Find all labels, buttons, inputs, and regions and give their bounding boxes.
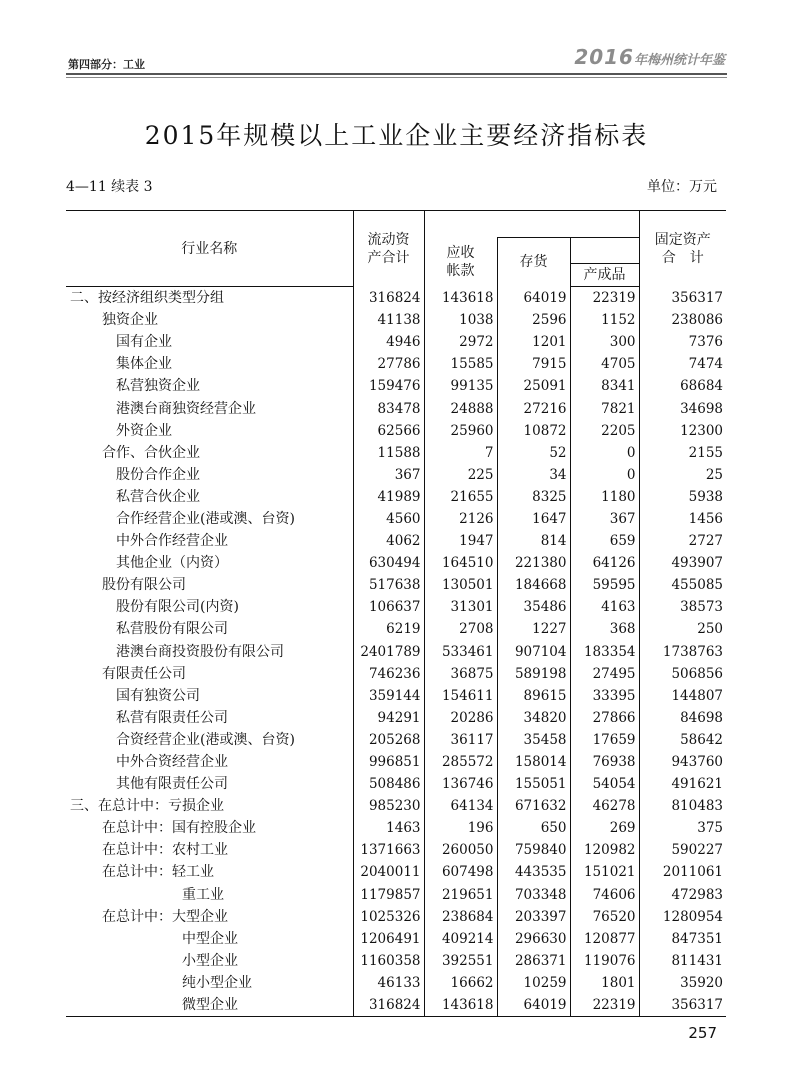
row-name: 微型企业: [66, 994, 353, 1017]
finished-cell: 151021: [570, 861, 639, 883]
row-name: 在总计中：农村工业: [102, 842, 228, 859]
table-row: [66, 530, 726, 552]
row-name: 其他有限责任公司: [116, 776, 228, 793]
current-assets-cell: 359144: [353, 685, 424, 707]
finished-cell: 2205: [570, 420, 639, 442]
row-name: 国有企业: [116, 334, 172, 351]
fixed-assets-cell: 943760: [639, 751, 726, 773]
indicator-table-wrapper: [66, 210, 726, 1017]
inventory-cell: 589198: [497, 663, 570, 685]
row-name: 在总计中：大型企业: [102, 908, 228, 925]
current-assets-cell: 1463: [353, 817, 424, 839]
inventory-cell: 34820: [497, 707, 570, 729]
finished-cell: 4163: [570, 596, 639, 618]
receivables-cell: 2972: [424, 331, 497, 353]
row-name: 纯小型企业: [182, 974, 252, 991]
current-assets-cell: 94291: [353, 707, 424, 729]
table-id: 4—11 续表 3: [66, 179, 153, 195]
page-number: 257: [688, 1024, 717, 1042]
receivables-cell: 1038: [424, 309, 497, 331]
finished-cell: 76938: [570, 751, 639, 773]
row-name: 中外合资经营企业: [116, 754, 228, 771]
finished-cell: 367: [570, 508, 639, 530]
page-title: 2015年规模以上工业企业主要经济指标表: [144, 121, 649, 150]
row-name: 小型企业: [182, 952, 238, 969]
row-name: 二、按经济组织类型分组: [70, 290, 224, 307]
receivables-cell: 143618: [424, 994, 497, 1017]
current-assets-cell: 1179857: [353, 884, 424, 906]
inventory-cell: 64019: [497, 994, 570, 1017]
inventory-cell: 7915: [497, 353, 570, 375]
table-row: [66, 508, 726, 530]
fixed-assets-cell: 2155: [639, 442, 726, 464]
row-name: 其他企业（内资）: [116, 555, 228, 572]
fixed-assets-cell: 375: [639, 817, 726, 839]
inventory-cell: 155051: [497, 773, 570, 795]
receivables-cell: 64134: [424, 795, 497, 817]
fixed-assets-cell: 1738763: [639, 641, 726, 663]
finished-cell: 119076: [570, 950, 639, 972]
finished-cell: 33395: [570, 685, 639, 707]
col-header-receivables: [424, 238, 497, 287]
row-name: 股份有限公司: [102, 577, 186, 594]
fixed-assets-cell: 68684: [639, 375, 726, 397]
receivables-cell: 285572: [424, 751, 497, 773]
receivables-cell: 2708: [424, 618, 497, 640]
table-row: [66, 618, 726, 640]
fixed-assets-cell: 1456: [639, 508, 726, 530]
row-name: 私营有限责任公司: [116, 709, 228, 726]
table-row: [66, 817, 726, 839]
current-assets-cell: 11588: [353, 442, 424, 464]
table-row: [66, 928, 726, 950]
col-header-current-assets-label: 流动资产合计: [367, 231, 410, 266]
table-row: [66, 287, 726, 310]
finished-cell: 0: [570, 442, 639, 464]
col-header-finished: 产成品: [570, 264, 639, 287]
col-header-gap: [570, 238, 639, 264]
fixed-assets-cell: 58642: [639, 729, 726, 751]
inventory-cell: 64019: [497, 287, 570, 310]
finished-cell: 74606: [570, 884, 639, 906]
row-name: 合作经营企业(港或澳、台资): [116, 510, 295, 527]
table-row: [66, 397, 726, 419]
fixed-assets-cell: 35920: [639, 972, 726, 994]
finished-cell: 183354: [570, 641, 639, 663]
section-header: 第四部分：工业: [68, 58, 145, 71]
finished-cell: 8341: [570, 375, 639, 397]
current-assets-cell: 1025326: [353, 906, 424, 928]
table-row: [66, 353, 726, 375]
fixed-assets-cell: 1280954: [639, 906, 726, 928]
current-assets-cell: 4946: [353, 331, 424, 353]
finished-cell: 64126: [570, 552, 639, 574]
receivables-cell: 130501: [424, 574, 497, 596]
finished-cell: 659: [570, 530, 639, 552]
current-assets-cell: 316824: [353, 287, 424, 310]
row-name: 国有独资公司: [116, 687, 200, 704]
table-row: [66, 486, 726, 508]
fixed-assets-cell: 493907: [639, 552, 726, 574]
inventory-cell: 2596: [497, 309, 570, 331]
finished-cell: 59595: [570, 574, 639, 596]
col-header-spacer: [424, 211, 639, 238]
table-row: [66, 375, 726, 397]
fixed-assets-cell: 7376: [639, 331, 726, 353]
finished-cell: 120877: [570, 928, 639, 950]
col-header-receivables-label: 应收帐款: [446, 245, 475, 279]
table-header: [66, 211, 726, 287]
table-row: [66, 884, 726, 906]
fixed-assets-cell: 506856: [639, 663, 726, 685]
receivables-cell: 225: [424, 464, 497, 486]
inventory-cell: 10872: [497, 420, 570, 442]
fixed-assets-cell: 2011061: [639, 861, 726, 883]
row-name: 外资企业: [116, 422, 172, 439]
current-assets-cell: 41138: [353, 309, 424, 331]
table-row: [66, 641, 726, 663]
fixed-assets-cell: 455085: [639, 574, 726, 596]
current-assets-cell: 2040011: [353, 861, 424, 883]
inventory-cell: 10259: [497, 972, 570, 994]
row-name: 集体企业: [116, 356, 172, 373]
fixed-assets-cell: 590227: [639, 839, 726, 861]
current-assets-cell: 4062: [353, 530, 424, 552]
inventory-cell: 1647: [497, 508, 570, 530]
current-assets-cell: 367: [353, 464, 424, 486]
table-row: [66, 420, 726, 442]
finished-cell: 46278: [570, 795, 639, 817]
fixed-assets-cell: 491621: [639, 773, 726, 795]
current-assets-cell: 1160358: [353, 950, 424, 972]
inventory-cell: 8325: [497, 486, 570, 508]
receivables-cell: 31301: [424, 596, 497, 618]
col-header-fixed-assets: [639, 211, 726, 287]
finished-cell: 4705: [570, 353, 639, 375]
fixed-assets-cell: 5938: [639, 486, 726, 508]
current-assets-cell: 508486: [353, 773, 424, 795]
fixed-assets-cell: 34698: [639, 397, 726, 419]
current-assets-cell: 27786: [353, 353, 424, 375]
inventory-cell: 286371: [497, 950, 570, 972]
inventory-cell: 89615: [497, 685, 570, 707]
inventory-cell: 184668: [497, 574, 570, 596]
inventory-cell: 671632: [497, 795, 570, 817]
row-name: 港澳台商独资经营企业: [116, 400, 256, 417]
col-header-current-assets: [353, 211, 424, 287]
table-row: [66, 596, 726, 618]
receivables-cell: 409214: [424, 928, 497, 950]
current-assets-cell: 985230: [353, 795, 424, 817]
receivables-cell: 533461: [424, 641, 497, 663]
table-row: [66, 574, 726, 596]
table-row: [66, 685, 726, 707]
inventory-cell: 703348: [497, 884, 570, 906]
fixed-assets-cell: 25: [639, 464, 726, 486]
row-name: 重工业: [182, 886, 224, 903]
yearbook-name: 年梅州统计年鉴: [633, 53, 725, 68]
inventory-cell: 907104: [497, 641, 570, 663]
finished-cell: 1152: [570, 309, 639, 331]
current-assets-cell: 159476: [353, 375, 424, 397]
finished-cell: 17659: [570, 729, 639, 751]
inventory-cell: 25091: [497, 375, 570, 397]
row-name: 在总计中：轻工业: [102, 864, 214, 881]
current-assets-cell: 746236: [353, 663, 424, 685]
table-row: [66, 751, 726, 773]
receivables-cell: 164510: [424, 552, 497, 574]
current-assets-cell: 2401789: [353, 641, 424, 663]
receivables-cell: 196: [424, 817, 497, 839]
table-row: [66, 839, 726, 861]
finished-cell: 120982: [570, 839, 639, 861]
receivables-cell: 260050: [424, 839, 497, 861]
row-name: 有限责任公司: [102, 665, 186, 682]
row-name: 股份合作企业: [116, 466, 200, 483]
fixed-assets-cell: 356317: [639, 287, 726, 310]
inventory-cell: 296630: [497, 928, 570, 950]
fixed-assets-cell: 84698: [639, 707, 726, 729]
table-row: [66, 972, 726, 994]
receivables-cell: 143618: [424, 287, 497, 310]
current-assets-cell: 1206491: [353, 928, 424, 950]
current-assets-cell: 41989: [353, 486, 424, 508]
receivables-cell: 238684: [424, 906, 497, 928]
finished-cell: 368: [570, 618, 639, 640]
receivables-cell: 25960: [424, 420, 497, 442]
current-assets-cell: 62566: [353, 420, 424, 442]
receivables-cell: 20286: [424, 707, 497, 729]
current-assets-cell: 6219: [353, 618, 424, 640]
current-assets-cell: 316824: [353, 994, 424, 1017]
table-row: [66, 663, 726, 685]
table-row: [66, 552, 726, 574]
row-name: 中外合作经营企业: [116, 533, 228, 550]
unit-label: 单位：万元: [647, 179, 717, 195]
table-row: [66, 994, 726, 1017]
finished-cell: 300: [570, 331, 639, 353]
col-header-name: 行业名称: [66, 211, 353, 287]
finished-cell: 269: [570, 817, 639, 839]
row-name: 合作、合伙企业: [102, 444, 200, 461]
row-name: 独资企业: [102, 312, 158, 329]
fixed-assets-cell: 7474: [639, 353, 726, 375]
finished-cell: 27495: [570, 663, 639, 685]
table-row: [66, 464, 726, 486]
current-assets-cell: 46133: [353, 972, 424, 994]
inventory-cell: 35486: [497, 596, 570, 618]
yearbook-header: [574, 45, 725, 69]
receivables-cell: 136746: [424, 773, 497, 795]
row-name: 私营合伙企业: [116, 488, 200, 505]
current-assets-cell: 205268: [353, 729, 424, 751]
fixed-assets-cell: 810483: [639, 795, 726, 817]
receivables-cell: 2126: [424, 508, 497, 530]
col-header-fixed-assets-label: 固定资产合 计: [654, 231, 711, 266]
yearbook-year: 2016: [574, 45, 634, 69]
inventory-cell: 52: [497, 442, 570, 464]
receivables-cell: 36117: [424, 729, 497, 751]
current-assets-cell: 517638: [353, 574, 424, 596]
receivables-cell: 154611: [424, 685, 497, 707]
receivables-cell: 99135: [424, 375, 497, 397]
receivables-cell: 607498: [424, 861, 497, 883]
inventory-cell: 650: [497, 817, 570, 839]
row-name: 合资经营企业(港或澳、台资): [116, 731, 295, 748]
row-name: 私营股份有限公司: [116, 621, 228, 638]
row-name: 中型企业: [182, 930, 238, 947]
row-name: 私营独资企业: [116, 378, 200, 395]
receivables-cell: 36875: [424, 663, 497, 685]
receivables-cell: 392551: [424, 950, 497, 972]
finished-cell: 1180: [570, 486, 639, 508]
finished-cell: 76520: [570, 906, 639, 928]
indicator-table: [66, 210, 726, 1017]
row-name: 在总计中：国有控股企业: [102, 820, 256, 837]
receivables-cell: 15585: [424, 353, 497, 375]
finished-cell: 1801: [570, 972, 639, 994]
current-assets-cell: 83478: [353, 397, 424, 419]
inventory-cell: 759840: [497, 839, 570, 861]
inventory-cell: 203397: [497, 906, 570, 928]
table-body: [66, 287, 726, 1017]
table-row: [66, 331, 726, 353]
fixed-assets-cell: 250: [639, 618, 726, 640]
header-rule: [66, 73, 727, 75]
receivables-cell: 24888: [424, 397, 497, 419]
receivables-cell: 219651: [424, 884, 497, 906]
inventory-cell: 1201: [497, 331, 570, 353]
inventory-cell: 814: [497, 530, 570, 552]
finished-cell: 7821: [570, 397, 639, 419]
row-name: 三、在总计中：亏损企业: [70, 798, 224, 815]
table-row: [66, 442, 726, 464]
fixed-assets-cell: 38573: [639, 596, 726, 618]
receivables-cell: 21655: [424, 486, 497, 508]
receivables-cell: 1947: [424, 530, 497, 552]
inventory-cell: 35458: [497, 729, 570, 751]
finished-cell: 22319: [570, 287, 639, 310]
fixed-assets-cell: 356317: [639, 994, 726, 1017]
receivables-cell: 16662: [424, 972, 497, 994]
finished-cell: 54054: [570, 773, 639, 795]
inventory-cell: 221380: [497, 552, 570, 574]
table-row: [66, 795, 726, 817]
inventory-cell: 27216: [497, 397, 570, 419]
finished-cell: 22319: [570, 994, 639, 1017]
current-assets-cell: 996851: [353, 751, 424, 773]
fixed-assets-cell: 12300: [639, 420, 726, 442]
table-row: [66, 861, 726, 883]
finished-cell: 27866: [570, 707, 639, 729]
current-assets-cell: 1371663: [353, 839, 424, 861]
inventory-cell: 34: [497, 464, 570, 486]
finished-cell: 0: [570, 464, 639, 486]
table-row: [66, 309, 726, 331]
current-assets-cell: 4560: [353, 508, 424, 530]
fixed-assets-cell: 144807: [639, 685, 726, 707]
inventory-cell: 158014: [497, 751, 570, 773]
fixed-assets-cell: 811431: [639, 950, 726, 972]
table-row: [66, 729, 726, 751]
receivables-cell: 7: [424, 442, 497, 464]
fixed-assets-cell: 238086: [639, 309, 726, 331]
row-name: 港澳台商投资股份有限公司: [116, 643, 284, 660]
table-row: [66, 773, 726, 795]
fixed-assets-cell: 472983: [639, 884, 726, 906]
inventory-cell: 443535: [497, 861, 570, 883]
col-header-inventory: 存货: [497, 238, 570, 287]
table-row: [66, 906, 726, 928]
current-assets-cell: 106637: [353, 596, 424, 618]
table-row: [66, 707, 726, 729]
header-rule-thin: [66, 77, 727, 78]
current-assets-cell: 630494: [353, 552, 424, 574]
fixed-assets-cell: 847351: [639, 928, 726, 950]
table-row: [66, 950, 726, 972]
fixed-assets-cell: 2727: [639, 530, 726, 552]
inventory-cell: 1227: [497, 618, 570, 640]
row-name: 股份有限公司(内资): [116, 599, 239, 616]
